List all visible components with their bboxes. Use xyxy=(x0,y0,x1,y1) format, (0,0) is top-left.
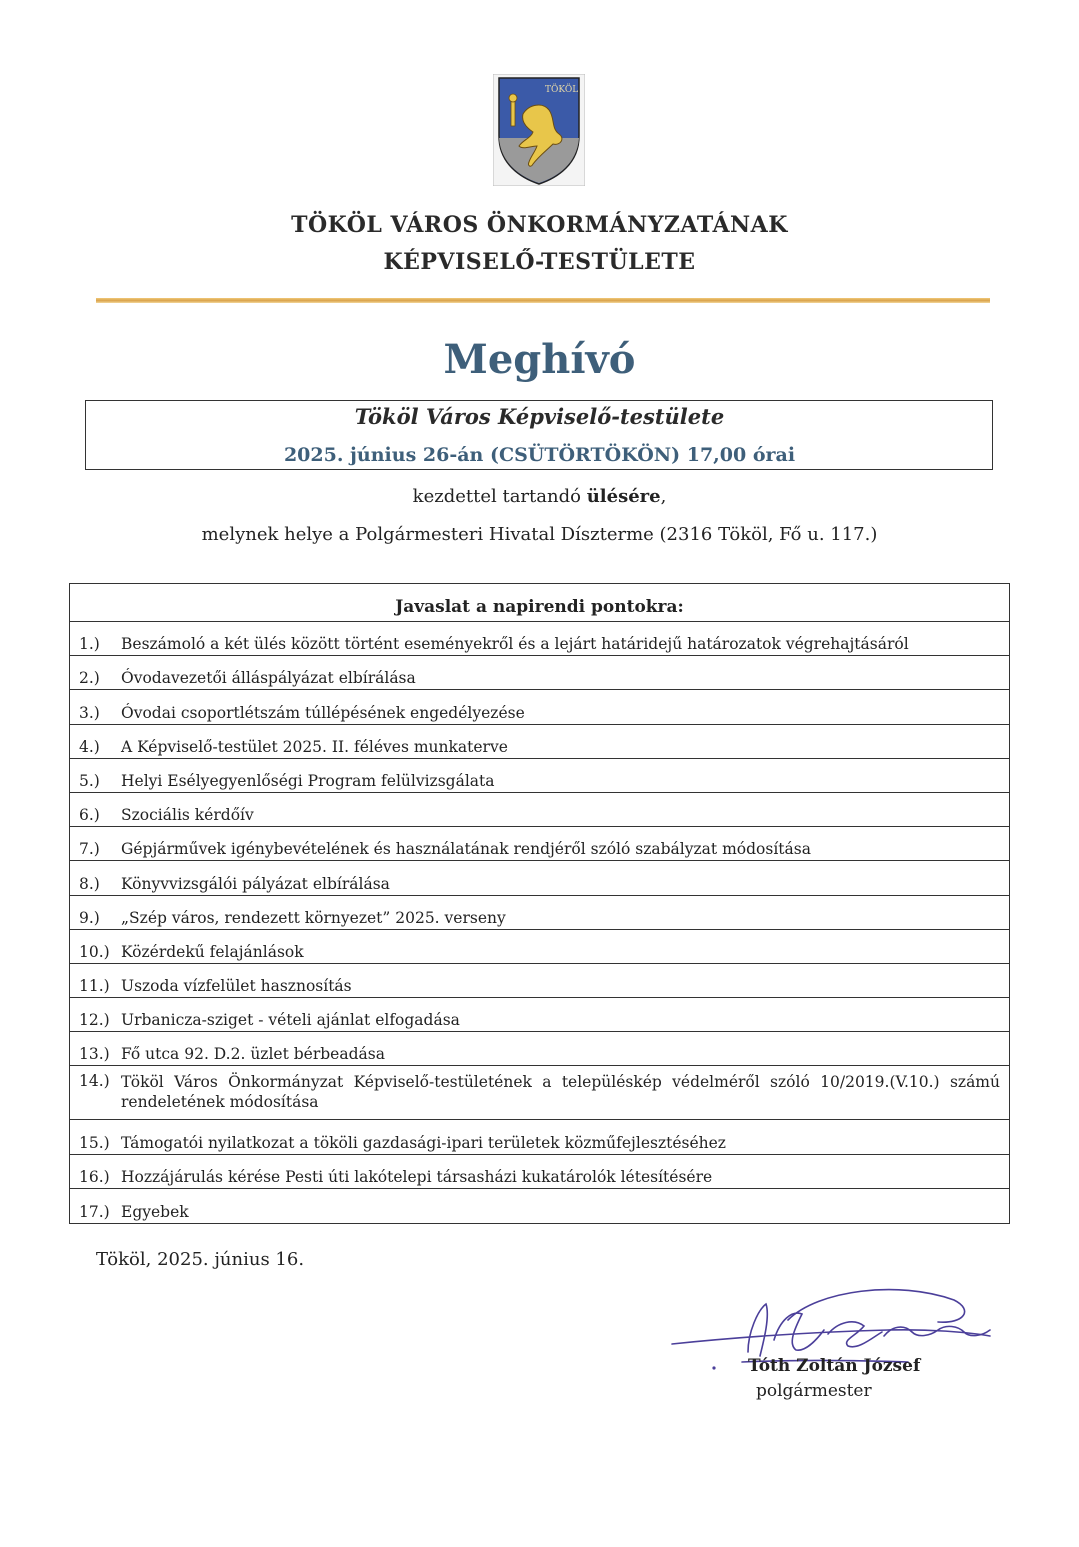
agenda-text: Beszámoló a két ülés között történt eseményekről és a lejárt határidejű határozatok végrehajtásáról xyxy=(121,635,909,654)
intro-punct: , xyxy=(660,486,667,507)
agenda-text: Gépjárművek igénybevételének és használatának rendjéről szóló szabályzat módosítása xyxy=(121,840,811,859)
agenda-number: 11.) xyxy=(79,977,110,996)
intro-emphasis: ülésére xyxy=(586,486,661,507)
agenda-text: Urbanicza-sziget - vételi ajánlat elfogadása xyxy=(121,1011,460,1030)
meeting-location: melynek helye a Polgármesteri Hivatal Díszterme (2316 Tököl, Fő u. 117.) xyxy=(201,524,878,545)
agenda-text: A Képviselő-testület 2025. II. féléves munkaterve xyxy=(121,737,508,756)
signer-role: polgármester xyxy=(756,1381,872,1401)
agenda-row xyxy=(70,1120,1009,1154)
agenda-number: 1.) xyxy=(79,635,100,654)
agenda-number: 8.) xyxy=(79,874,100,893)
agenda-number: 12.) xyxy=(79,1011,110,1030)
agenda-text: Támogatói nyilatkozat a tököli gazdasági-ipari területek közműfejlesztéséhez xyxy=(121,1133,726,1152)
agenda-text: Egyebek xyxy=(121,1203,189,1221)
agenda-row xyxy=(70,725,1009,759)
agenda-row xyxy=(70,964,1009,998)
agenda-row xyxy=(70,690,1009,724)
agenda-number: 15.) xyxy=(79,1133,110,1152)
organization-line-2: KÉPVISELŐ-TESTÜLETE xyxy=(383,249,696,275)
agenda-text: Helyi Esélyegyenlőségi Program felülvizsgálata xyxy=(121,771,495,790)
agenda-text: Óvodavezetői álláspályázat elbírálása xyxy=(121,669,416,688)
agenda-row xyxy=(70,827,1009,861)
agenda-text: Közérdekű felajánlások xyxy=(121,942,304,961)
agenda-number: 7.) xyxy=(79,840,100,859)
agenda-number: 10.) xyxy=(79,942,110,961)
header-divider xyxy=(96,298,990,303)
document-title: Meghívó xyxy=(443,336,636,383)
crest-logo xyxy=(493,74,585,186)
agenda-text: Hozzájárulás kérése Pesti úti lakótelepi társasházi kukatárolók létesítésére xyxy=(121,1167,713,1186)
agenda-text: Fő utca 92. D.2. üzlet bérbeadása xyxy=(121,1045,385,1064)
place-and-date: Tököl, 2025. június 16. xyxy=(96,1249,305,1270)
agenda-row xyxy=(70,861,1009,895)
agenda-number: 5.) xyxy=(79,771,100,790)
meeting-datetime: 2025. június 26-án (CSÜTÖRTÖKÖN) 17,00 órai xyxy=(283,444,796,466)
agenda-text: Tököl Város Önkormányzat Képviselő-testületének a településkép védelméről szóló 10/2019.(V.10.) számú rendeletének módosítása xyxy=(121,1073,1000,1112)
agenda-row xyxy=(70,998,1009,1032)
agenda-text: „Szép város, rendezett környezet” 2025. verseny xyxy=(121,908,506,927)
agenda-row xyxy=(70,1066,1009,1120)
agenda-row xyxy=(70,930,1009,964)
meeting-intro xyxy=(0,486,1079,507)
agenda-row xyxy=(70,1155,1009,1189)
intro-text: kezdettel tartandó xyxy=(412,486,587,507)
agenda-number: 3.) xyxy=(79,703,100,722)
agenda-number: 4.) xyxy=(79,737,100,756)
organization-line-1: TÖKÖL VÁROS ÖNKORMÁNYZATÁNAK xyxy=(291,212,788,238)
agenda-number: 6.) xyxy=(79,806,100,825)
meeting-body: Tököl Város Képviselő-testülete xyxy=(354,404,725,429)
agenda-text: Könyvvizsgálói pályázat elbírálása xyxy=(121,874,390,893)
agenda-text: Szociális kérdőív xyxy=(121,806,254,825)
agenda-number: 13.) xyxy=(79,1045,110,1064)
agenda-number: 14.) xyxy=(79,1072,110,1091)
agenda-row xyxy=(70,793,1009,827)
agenda-table xyxy=(69,583,1010,1224)
crest-label: TÖKÖL xyxy=(545,85,579,95)
agenda-row xyxy=(70,1032,1009,1066)
agenda-number: 17.) xyxy=(79,1203,110,1221)
agenda-number: 2.) xyxy=(79,669,100,688)
agenda-text: Uszoda vízfelület hasznosítás xyxy=(121,977,352,996)
agenda-row xyxy=(70,1189,1009,1223)
agenda-number: 9.) xyxy=(79,908,100,927)
agenda-row xyxy=(70,656,1009,690)
agenda-row xyxy=(70,896,1009,930)
signer-name: Tóth Zoltán József xyxy=(748,1356,921,1376)
agenda-row xyxy=(70,622,1009,656)
agenda-heading: Javaslat a napirendi pontokra: xyxy=(70,584,1009,622)
agenda-text: Óvodai csoportlétszám túllépésének engedélyezése xyxy=(121,703,525,722)
agenda-row xyxy=(70,759,1009,793)
agenda-number: 16.) xyxy=(79,1167,110,1186)
